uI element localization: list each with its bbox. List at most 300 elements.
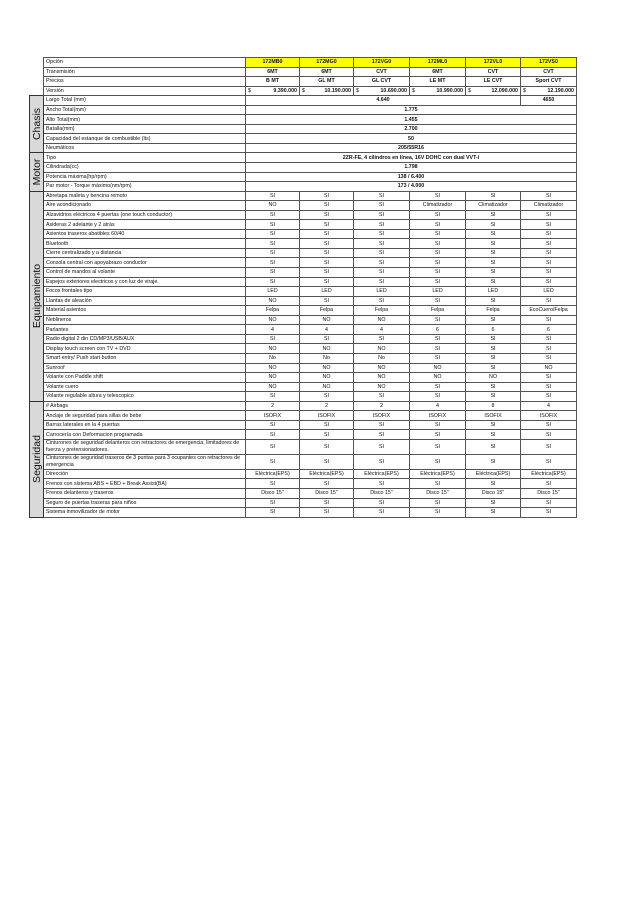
spec-value-merged: 1.798 xyxy=(246,163,577,173)
spec-value: SI xyxy=(246,334,300,344)
spec-value: SI xyxy=(466,239,521,249)
spec-value: NO xyxy=(354,363,410,373)
section-title: Motor xyxy=(30,158,43,186)
price-cell xyxy=(410,86,466,96)
spec-row xyxy=(30,392,577,402)
spec-value: SI xyxy=(354,191,410,201)
header-row xyxy=(30,58,577,68)
spec-value: SI xyxy=(521,315,577,325)
spec-value: SI xyxy=(521,277,577,287)
spec-value: SI xyxy=(354,439,410,454)
spec-value: 4 xyxy=(300,325,354,335)
spec-value: NO xyxy=(246,363,300,373)
trim-cell: GL MT xyxy=(300,77,354,87)
spec-value: SI xyxy=(354,210,410,220)
spec-row xyxy=(30,469,577,479)
price-amount: 10.190.000 xyxy=(324,87,351,94)
spec-value: SI xyxy=(246,229,300,239)
spec-value: SI xyxy=(300,439,354,454)
option-code-cell: 172VL0 xyxy=(466,58,521,68)
spec-value: SI xyxy=(354,479,410,489)
spec-value: ISOFIX xyxy=(300,411,354,421)
spec-value: SI xyxy=(466,454,521,469)
spec-value-merged: 205/55R16 xyxy=(246,143,577,153)
spec-label: Potencia máxima(hp/rpm) xyxy=(44,172,246,182)
spec-value: LED xyxy=(521,287,577,297)
spec-value: 4 xyxy=(246,325,300,335)
price-cell xyxy=(300,86,354,96)
spec-value: SI xyxy=(521,296,577,306)
spec-value: NO xyxy=(300,373,354,383)
option-code-cell: 172ML0 xyxy=(410,58,466,68)
spec-value: SI xyxy=(521,334,577,344)
spec-value-merged: 2ZR-FE, 4 cilindros en línea, 16V DOHC con dual VVT-i xyxy=(246,153,577,163)
row-label: Opción xyxy=(44,58,246,68)
spec-value: SI xyxy=(354,220,410,230)
spec-value: ISOFIX xyxy=(246,411,300,421)
trim-cell: B MT xyxy=(246,77,300,87)
spec-row xyxy=(30,134,577,144)
spec-value: NO xyxy=(521,363,577,373)
row-label: Transmisión xyxy=(44,67,246,77)
spec-value: Disco 15" xyxy=(354,488,410,498)
spec-row xyxy=(30,325,577,335)
spec-label: Control de mandos al volante xyxy=(44,268,246,278)
spec-value: SI xyxy=(246,392,300,402)
spec-value: SI xyxy=(521,479,577,489)
section-label-cell xyxy=(30,191,44,401)
spec-value: 4 xyxy=(354,325,410,335)
spec-value: SI xyxy=(410,248,466,258)
spec-value: Climatizador xyxy=(410,201,466,211)
spec-value: SI xyxy=(300,258,354,268)
spec-value: SI xyxy=(410,439,466,454)
spec-row xyxy=(30,201,577,211)
spec-value: SI xyxy=(410,508,466,518)
spec-value: SI xyxy=(466,277,521,287)
spec-label: Neblineros xyxy=(44,315,246,325)
spec-value: SI xyxy=(300,268,354,278)
currency-symbol: $ xyxy=(523,87,526,94)
spec-value: SI xyxy=(466,508,521,518)
spec-value: SI xyxy=(246,430,300,440)
spec-value: SI xyxy=(466,258,521,268)
spec-value: LED xyxy=(354,287,410,297)
spec-label: Cinturones de seguridad delanteros con retractores de emergencia, limitadores de fuerza y pretensionadores. xyxy=(44,439,246,454)
spec-value: SI xyxy=(521,229,577,239)
spec-value: NO xyxy=(300,382,354,392)
spec-value: SI xyxy=(246,268,300,278)
spec-row xyxy=(30,163,577,173)
section-title: Equipamiento xyxy=(30,264,43,329)
spec-value: SI xyxy=(521,430,577,440)
spec-label: Aire acondicionado xyxy=(44,201,246,211)
spec-label: Cierre centralizado y a distancia xyxy=(44,248,246,258)
spec-value: SI xyxy=(521,268,577,278)
spec-row xyxy=(30,498,577,508)
option-code-cell: 172VG0 xyxy=(354,58,410,68)
spec-value: SI xyxy=(466,353,521,363)
spec-value: SI xyxy=(354,268,410,278)
spec-label: Largo Total (mm) xyxy=(44,96,246,106)
blank-cell xyxy=(30,77,44,87)
spec-value-merged: 2.700 xyxy=(246,124,577,134)
spec-value: NO xyxy=(246,296,300,306)
spec-label: Cinturones de seguridad traseros de 3 puntas para 3 ocupantes con retractores de emergencia xyxy=(44,454,246,469)
spec-value: EcoCuero/Felpa xyxy=(521,306,577,316)
spec-row xyxy=(30,124,577,134)
spec-label: Asientos traseros abatibles 60/40 xyxy=(44,229,246,239)
header-row xyxy=(30,77,577,87)
spec-value: SI xyxy=(300,220,354,230)
spec-value: SI xyxy=(300,210,354,220)
spec-value: Disco 15" xyxy=(521,488,577,498)
spec-value: SI xyxy=(521,258,577,268)
spec-value: SI xyxy=(521,248,577,258)
spec-value: NO xyxy=(246,201,300,211)
spec-value: NO xyxy=(246,315,300,325)
spec-value: SI xyxy=(354,239,410,249)
spec-value: SI xyxy=(466,498,521,508)
currency-symbol: $ xyxy=(302,87,305,94)
spec-label: Asideras 2 adelante y 2 atrás xyxy=(44,220,246,230)
spec-label: Capacidad del estanque de combustible (lts) xyxy=(44,134,246,144)
spec-row xyxy=(30,191,577,201)
spec-row xyxy=(30,488,577,498)
spec-value-merged: 1.455 xyxy=(246,115,577,125)
spec-value: Eléctrica(EPS) xyxy=(246,469,300,479)
spec-label: Seguro de puertas traseras para niños xyxy=(44,498,246,508)
spec-value: SI xyxy=(354,201,410,211)
spec-row xyxy=(30,239,577,249)
spec-value: SI xyxy=(521,239,577,249)
spec-row xyxy=(30,277,577,287)
spec-value: SI xyxy=(354,420,410,430)
currency-symbol: $ xyxy=(412,87,415,94)
spec-value: NO xyxy=(354,315,410,325)
option-code-cell: 172VS0 xyxy=(521,58,577,68)
spec-value: Felpa xyxy=(354,306,410,316)
spec-value: NO xyxy=(300,315,354,325)
spec-value: Climatizador xyxy=(466,201,521,211)
spec-value: SI xyxy=(410,334,466,344)
spec-label: Dirección xyxy=(44,469,246,479)
spec-label: Anclaje de seguridad para sillas de bebe xyxy=(44,411,246,421)
spec-label: Carrocería con Deformacion programada xyxy=(44,430,246,440)
spec-value: SI xyxy=(410,392,466,402)
trim-cell: GL CVT xyxy=(354,77,410,87)
spec-value: SI xyxy=(354,229,410,239)
spec-row xyxy=(30,96,577,106)
price-amount: 9.390.000 xyxy=(273,87,297,94)
spec-value: SI xyxy=(246,508,300,518)
currency-symbol: $ xyxy=(248,87,251,94)
spec-value: SI xyxy=(466,334,521,344)
spec-value: SI xyxy=(354,248,410,258)
spec-value-merged: 4.640 xyxy=(246,96,521,106)
spec-value: SI xyxy=(246,191,300,201)
transmission-cell: 6MT xyxy=(300,67,354,77)
spec-value: SI xyxy=(300,191,354,201)
transmission-cell: CVT xyxy=(521,67,577,77)
spec-value: NO xyxy=(246,382,300,392)
spec-value: SI xyxy=(300,334,354,344)
spec-value: ISOFIX xyxy=(410,411,466,421)
spec-label: Batalla(mm) xyxy=(44,124,246,134)
spec-value: SI xyxy=(521,508,577,518)
spec-value: SI xyxy=(521,454,577,469)
spec-value: SI xyxy=(410,353,466,363)
spec-label: Tipo xyxy=(44,153,246,163)
spec-label: Volante cuero xyxy=(44,382,246,392)
spec-value: SI xyxy=(354,508,410,518)
spec-value: SI xyxy=(521,191,577,201)
section-label-cell xyxy=(30,96,44,153)
spec-value: ISOFIX xyxy=(466,411,521,421)
price-amount: 12.190.000 xyxy=(547,87,574,94)
spec-value: 4 xyxy=(521,401,577,411)
spec-table xyxy=(29,57,577,518)
spec-label: Espejos exteriores electricos y con luz de viraje. xyxy=(44,277,246,287)
spec-value: SI xyxy=(410,277,466,287)
row-label: Precios xyxy=(44,77,246,87)
spec-value: SI xyxy=(466,363,521,373)
spec-label: Material asientos xyxy=(44,306,246,316)
spec-value: NO xyxy=(246,373,300,383)
spec-value: SI xyxy=(246,248,300,258)
spec-label: # Airbags xyxy=(44,401,246,411)
spec-value: SI xyxy=(466,430,521,440)
spec-value: SI xyxy=(410,229,466,239)
spec-row xyxy=(30,258,577,268)
spec-row xyxy=(30,411,577,421)
spec-value: SI xyxy=(354,392,410,402)
price-amount: 12.090.000 xyxy=(491,87,518,94)
spec-row xyxy=(30,454,577,469)
spec-row xyxy=(30,172,577,182)
spec-value: LED xyxy=(410,287,466,297)
spec-value: SI xyxy=(521,420,577,430)
spec-row xyxy=(30,153,577,163)
spec-value: SI xyxy=(410,268,466,278)
spec-value: Felpa xyxy=(246,306,300,316)
spec-value: Felpa xyxy=(300,306,354,316)
spec-value: SI xyxy=(466,420,521,430)
spec-value: Eléctrica(EPS) xyxy=(354,469,410,479)
spec-row xyxy=(30,268,577,278)
spec-value: SI xyxy=(300,508,354,518)
spec-value: LED xyxy=(246,287,300,297)
spec-value: Eléctrica(EPS) xyxy=(300,469,354,479)
spec-row xyxy=(30,143,577,153)
spec-value: SI xyxy=(521,210,577,220)
transmission-cell: CVT xyxy=(354,67,410,77)
spec-value: SI xyxy=(300,454,354,469)
spec-value: Disco 15" xyxy=(300,488,354,498)
price-cell xyxy=(246,86,300,96)
price-row xyxy=(30,86,577,96)
section-label-cell xyxy=(30,401,44,517)
header-row xyxy=(30,67,577,77)
spec-value: SI xyxy=(410,191,466,201)
spec-row xyxy=(30,479,577,489)
spec-row xyxy=(30,353,577,363)
spec-value: SI xyxy=(300,201,354,211)
spec-label: Frenos delanteros y traseros xyxy=(44,488,246,498)
spec-value-merged: 1.775 xyxy=(246,105,577,115)
spec-value: Felpa xyxy=(466,306,521,316)
spec-value: Disco 15" xyxy=(246,488,300,498)
spec-value: SI xyxy=(246,220,300,230)
spec-value: No xyxy=(354,353,410,363)
spec-value: SI xyxy=(246,210,300,220)
spec-value: 2 xyxy=(300,401,354,411)
spec-value: NO xyxy=(354,344,410,354)
spec-label: Abretapa maleta y bencina remoto xyxy=(44,191,246,201)
spec-value: SI xyxy=(410,296,466,306)
spec-value: SI xyxy=(410,382,466,392)
spec-value: Eléctrica(EPS) xyxy=(521,469,577,479)
spec-value: SI xyxy=(410,479,466,489)
section-title: Seguridad xyxy=(30,435,43,484)
spec-label: Bluetooth xyxy=(44,239,246,249)
spec-label: Frenos con sistema ABS + EBD + Break Assist(BA) xyxy=(44,479,246,489)
spec-value: Disco 15" xyxy=(466,488,521,498)
spec-value: SI xyxy=(354,498,410,508)
spec-row xyxy=(30,182,577,192)
spec-row xyxy=(30,334,577,344)
section-label-cell xyxy=(30,153,44,191)
spec-value: SI xyxy=(466,191,521,201)
spec-value: Eléctrica(EPS) xyxy=(466,469,521,479)
spec-value: SI xyxy=(300,248,354,258)
trim-cell: LE CVT xyxy=(466,77,521,87)
spec-value: 6 xyxy=(466,325,521,335)
spec-value: SI xyxy=(521,498,577,508)
spec-label: Consola central con apoyabrazo conductor xyxy=(44,258,246,268)
section-title: Chasis xyxy=(30,108,43,141)
transmission-cell: 6MT xyxy=(410,67,466,77)
currency-symbol: $ xyxy=(356,87,359,94)
spec-value: SI xyxy=(466,210,521,220)
spec-value-merged: 138 / 6.400 xyxy=(246,172,577,182)
spec-value: SI xyxy=(246,258,300,268)
spec-row xyxy=(30,401,577,411)
spec-value: Disco 15" xyxy=(410,488,466,498)
spec-label: Ancho Total(mm) xyxy=(44,105,246,115)
spec-value: SI xyxy=(466,382,521,392)
spec-value: SI xyxy=(300,277,354,287)
spec-value: SI xyxy=(521,353,577,363)
spec-value: SI xyxy=(466,248,521,258)
price-cell xyxy=(354,86,410,96)
spec-value: SI xyxy=(246,479,300,489)
blank-cell xyxy=(30,58,44,68)
spec-value: ISOFIX xyxy=(354,411,410,421)
spec-value: SI xyxy=(521,382,577,392)
spec-value: SI xyxy=(410,315,466,325)
spec-value: SI xyxy=(466,392,521,402)
row-label: Versión xyxy=(44,86,246,96)
spec-value: SI xyxy=(466,220,521,230)
spec-row xyxy=(30,220,577,230)
spec-value: No xyxy=(246,353,300,363)
spec-value: SI xyxy=(466,439,521,454)
spec-label: Sistema inmovilizador de motor xyxy=(44,508,246,518)
spec-label: Par motor - Torque máximo(nm/rpm) xyxy=(44,182,246,192)
spec-label: Alzavidrios eléctricos 4 puertas (one touch conductor) xyxy=(44,210,246,220)
spec-value: 2 xyxy=(246,401,300,411)
spec-value-merged: 50 xyxy=(246,134,577,144)
spec-value: 4 xyxy=(410,401,466,411)
spec-row xyxy=(30,439,577,454)
spec-value: SI xyxy=(410,220,466,230)
currency-symbol: $ xyxy=(468,87,471,94)
spec-value: SI xyxy=(300,430,354,440)
spec-row xyxy=(30,210,577,220)
spec-label: Display touch screen con TV + DVD xyxy=(44,344,246,354)
spec-label: Barras laterales en la 4 puertas xyxy=(44,420,246,430)
spec-value: NO xyxy=(354,382,410,392)
spec-value: 8 xyxy=(466,401,521,411)
spec-value: SI xyxy=(521,220,577,230)
spec-value: Eléctrica(EPS) xyxy=(410,469,466,479)
spec-label: Alto Total(mm) xyxy=(44,115,246,125)
spec-value: SI xyxy=(466,344,521,354)
spec-value: 6 xyxy=(410,325,466,335)
spec-value: SI xyxy=(410,454,466,469)
spec-value: SI xyxy=(300,420,354,430)
spec-label: Radio digital 2 din CD/MP3/USB/AUX xyxy=(44,334,246,344)
spec-value: SI xyxy=(410,420,466,430)
spec-label: Neumáticos xyxy=(44,143,246,153)
spec-value: SI xyxy=(466,315,521,325)
spec-row xyxy=(30,287,577,297)
transmission-cell: CVT xyxy=(466,67,521,77)
spec-value-merged: 173 / 4.000 xyxy=(246,182,577,192)
spec-value: SI xyxy=(521,392,577,402)
price-amount: 10.690.000 xyxy=(380,87,407,94)
spec-value: SI xyxy=(300,229,354,239)
spec-row xyxy=(30,430,577,440)
spec-row xyxy=(30,306,577,316)
spec-value: SI xyxy=(466,479,521,489)
spec-value: NO xyxy=(410,363,466,373)
spec-value: SI xyxy=(410,430,466,440)
spec-value: SI xyxy=(521,373,577,383)
spec-value: No xyxy=(300,353,354,363)
spec-value: Felpa xyxy=(410,306,466,316)
spec-value: SI xyxy=(466,296,521,306)
spec-value: SI xyxy=(410,344,466,354)
spec-value: SI xyxy=(300,239,354,249)
spec-value: SI xyxy=(521,439,577,454)
spec-value: SI xyxy=(410,498,466,508)
spec-row xyxy=(30,508,577,518)
spec-value: NO xyxy=(354,373,410,383)
spec-row xyxy=(30,382,577,392)
spec-value: LED xyxy=(300,287,354,297)
spec-value: SI xyxy=(246,277,300,287)
spec-value: SI xyxy=(246,454,300,469)
spec-label: Llantas de aleación xyxy=(44,296,246,306)
spec-value: NO xyxy=(300,344,354,354)
spec-value: NO xyxy=(246,344,300,354)
spec-label: Parlantes xyxy=(44,325,246,335)
spec-row xyxy=(30,344,577,354)
spec-value: SI xyxy=(521,344,577,354)
spec-value: SI xyxy=(246,239,300,249)
